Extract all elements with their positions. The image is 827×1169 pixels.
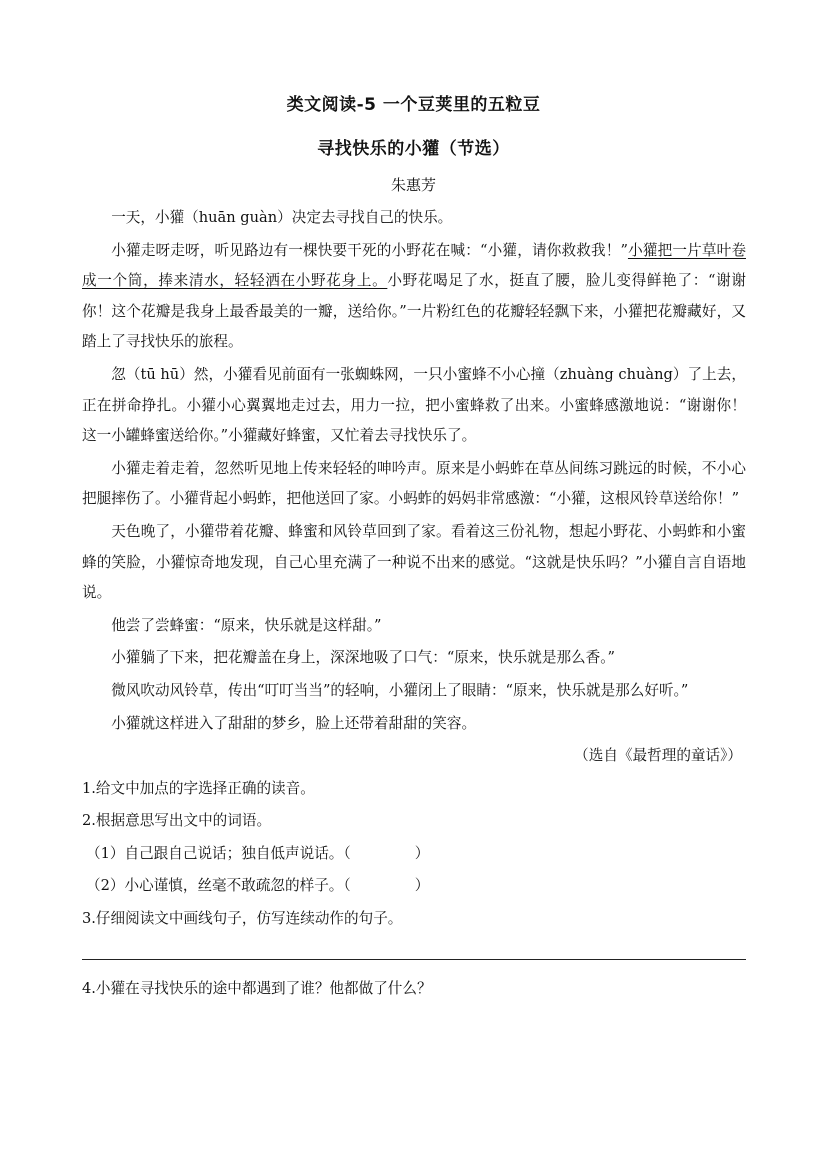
- question-2-item-2: [82, 871, 746, 902]
- paragraph-6: 他尝了尝蜂蜜：“原来，快乐就是这样甜。”: [111, 616, 382, 634]
- paragraph-1: 一天，小獾（huān guàn）决定去寻找自己的快乐。: [111, 209, 453, 226]
- paragraph-9: 小獾就这样进入了甜甜的梦乡，脸上还带着甜甜的笑容。: [111, 714, 477, 732]
- question-3: 3.仔细阅读文中画线句子，仿写连续动作的句子。: [82, 910, 403, 928]
- paragraph-7: 小獾躺了下来，把花瓣盖在身上，深深地吸了口气：“原来，快乐就是那么香。”: [111, 649, 615, 667]
- story-source: （选自《最哲理的童话》）: [574, 747, 742, 765]
- paragraph-3: 忽（tū hū）然，小獾看见前面有一张蜘蛛网，一只小蜜蜂不小心撞（zhuàng chuàng）了上去，正在拼命挣扎。小獾小心翼翼地走过去，用力一拉，把小蜜蜂救了出来。小蜜蜂感激地说：“谢谢你！这一小罐蜂蜜送给你。”小獾藏好蜂蜜，又忙着去寻找快乐了。: [82, 365, 746, 445]
- question-4: 4.小獾在寻找快乐的途中都遇到了谁？他都做了什么？: [82, 979, 432, 997]
- story-body: [82, 203, 746, 1006]
- paragraph-2-part-a: 小獾走呀走呀，听见路边有一棵快要干死的小野花在喊：“小獾，请你救救我！”: [111, 241, 628, 259]
- question-2-item-1: [82, 839, 746, 870]
- underlined-sentence: 小獾把一片草叶卷成一个筒，捧来清水，轻轻洒在小野花身上。: [82, 241, 746, 290]
- paragraph-2: [82, 236, 746, 358]
- question-1: 1.给文中加点的字选择正确的读音。: [82, 779, 315, 797]
- close-paren: ）: [414, 844, 430, 862]
- question-2-item-1-text: （1）自己跟自己说话；独自低声说话。（: [86, 844, 351, 862]
- paragraph-8: 微风吹动风铃草，传出“叮叮当当”的轻响，小獾闭上了眼睛：“原来，快乐就是那么好听。”: [111, 681, 689, 699]
- question-2-item-2-text: （2）小心谨慎，丝毫不敢疏忽的样子。（: [86, 877, 351, 895]
- worksheet-title: 类文阅读-5 一个豆荚里的五粒豆: [286, 95, 541, 115]
- question-2: 2.根据意思写出文中的词语。: [82, 812, 272, 830]
- paragraph-4: 小獾走着走着，忽然听见地上传来轻轻的呻吟声。原来是小蚂蚱在草丛间练习跳远的时候，不小心把腿摔伤了。小獾背起小蚂蚱，把他送回了家。小蚂蚱的妈妈非常感激：“小獾，这根风铃草送给你！”: [82, 459, 746, 508]
- close-paren: ）: [414, 877, 430, 895]
- paragraph-2-part-b: 小野花喝足了水，挺直了腰，脸儿变得鲜艳了：“谢谢你！这个花瓣是我身上最香最美的一瓣，送给你。”一片粉红色的花瓣轻轻飘下来，小獾把花瓣藏好，又踏上了寻找快乐的旅程。: [82, 272, 746, 351]
- answer-line[interactable]: [82, 937, 746, 960]
- author-name: 朱惠芳: [390, 176, 436, 194]
- paragraph-5: 天色晚了，小獾带着花瓣、蜂蜜和风铃草回到了家。看着这三份礼物，想起小野花、小蚂蚱和小蜜蜂的笑脸，小獾惊奇地发现，自己心里充满了一种说不出来的感觉。“这就是快乐吗？”小獾自言自语地说。: [82, 522, 746, 602]
- story-title: 寻找快乐的小獾（节选）: [317, 139, 510, 159]
